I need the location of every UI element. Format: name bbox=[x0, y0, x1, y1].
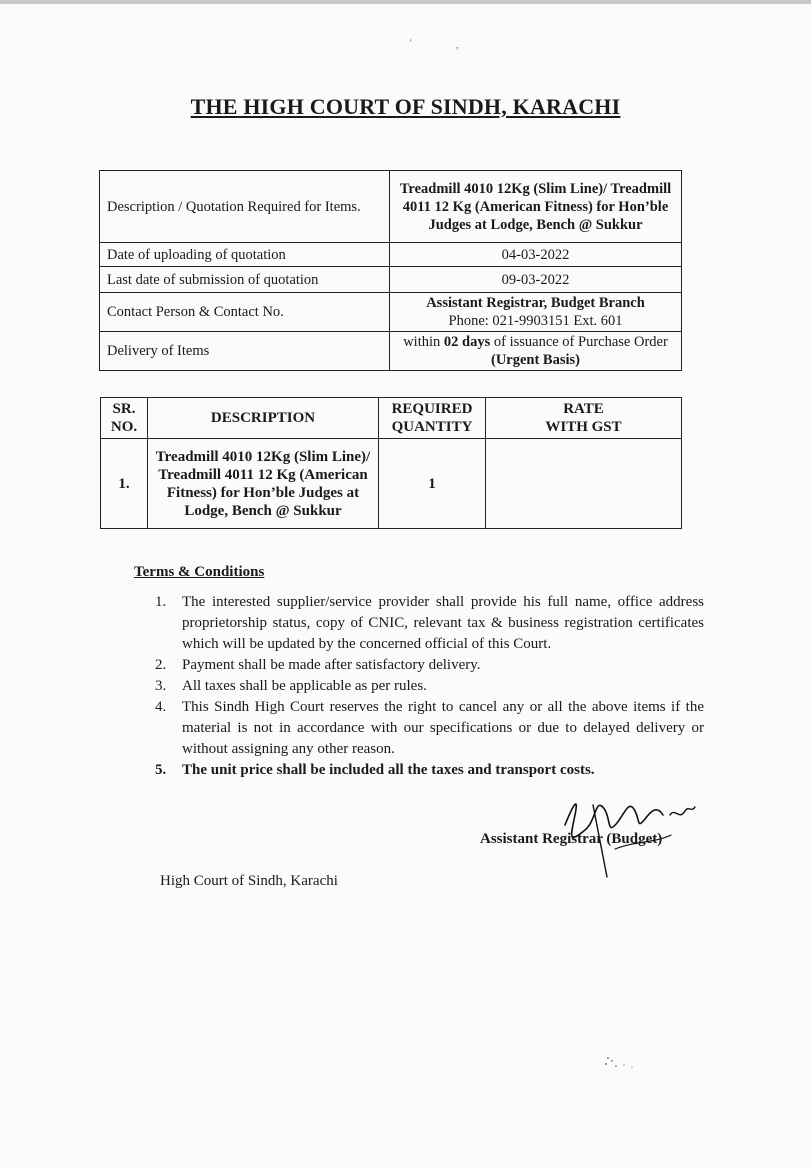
item-rate bbox=[486, 439, 682, 529]
items-table bbox=[100, 397, 682, 529]
info-row-description bbox=[100, 171, 682, 243]
term-text: This Sindh High Court reserves the right to cancel any or all the above items if the material is not in accordance with our specifications or due to delayed delivery or without assigning any other reason. bbox=[182, 699, 704, 757]
page-title: THE HIGH COURT OF SINDH, KARACHI bbox=[190, 94, 621, 119]
term-text: The unit price shall be included all the taxes and transport costs. bbox=[182, 762, 595, 778]
contact-label: Contact Person & Contact No. bbox=[100, 293, 390, 332]
term-text: All taxes shall be applicable as per rules. bbox=[182, 678, 427, 694]
info-row-contact bbox=[100, 293, 682, 332]
terms-heading: Terms & Conditions bbox=[134, 564, 265, 580]
info-row-delivery bbox=[100, 332, 682, 371]
header-sr-no bbox=[101, 398, 148, 439]
delivery-urgent: (Urgent Basis) bbox=[490, 352, 580, 368]
terms-list bbox=[155, 592, 704, 781]
header-rate-line1: RATE bbox=[563, 401, 604, 417]
items-header-row bbox=[101, 398, 682, 439]
contact-name: Assistant Registrar, Budget Branch bbox=[426, 295, 645, 311]
term-number: 5. bbox=[155, 762, 167, 778]
item-quantity: 1 bbox=[379, 439, 486, 529]
term-number: 2. bbox=[155, 657, 167, 673]
list-item bbox=[155, 697, 704, 760]
list-item bbox=[155, 592, 704, 655]
info-row-last-date bbox=[100, 267, 682, 293]
item-description: Treadmill 4010 12Kg (Slim Line)/ Treadmill 4011 12 Kg (American Fitness) for Hon’ble Judges at Lodge, Bench @ Sukkur bbox=[148, 439, 379, 529]
last-date-label: Last date of submission of quotation bbox=[100, 267, 390, 293]
delivery-pre: within bbox=[403, 334, 444, 350]
term-text: Payment shall be made after satisfactory delivery. bbox=[182, 657, 481, 673]
scan-edge bbox=[0, 0, 811, 4]
term-number: 3. bbox=[155, 678, 167, 694]
delivery-mid: of issuance of Purchase Order bbox=[490, 334, 668, 350]
item-sr: 1. bbox=[101, 439, 148, 529]
header-rate bbox=[486, 398, 682, 439]
upload-date-value: 04-03-2022 bbox=[390, 243, 682, 267]
faint-stamp-mark bbox=[598, 1052, 638, 1076]
list-item bbox=[155, 676, 704, 697]
upload-date-label: Date of uploading of quotation bbox=[100, 243, 390, 267]
contact-value bbox=[390, 293, 682, 332]
signatory-title: Assistant Registrar (Budget) bbox=[480, 831, 663, 847]
header-qty-line1: REQUIRED bbox=[391, 401, 473, 417]
description-label: Description / Quotation Required for Items. bbox=[100, 171, 390, 243]
delivery-days: 02 days bbox=[443, 334, 491, 350]
last-date-value: 09-03-2022 bbox=[390, 267, 682, 293]
header-rate-line2: WITH GST bbox=[545, 419, 622, 435]
delivery-value bbox=[390, 332, 682, 371]
description-value: Treadmill 4010 12Kg (Slim Line)/ Treadmill 4011 12 Kg (American Fitness) for Hon’ble Judges at Lodge, Bench @ Sukkur bbox=[390, 171, 682, 243]
term-text: The interested supplier/service provider shall provide his full name, office address proprietorship status, copy of CNIC, relevant tax & business registration certificates which will be updated by the concerned official of this Court. bbox=[182, 594, 704, 652]
contact-phone: Phone: 021-9903151 Ext. 601 bbox=[448, 313, 623, 329]
table-row bbox=[101, 439, 682, 529]
header-quantity bbox=[379, 398, 486, 439]
quotation-info-table bbox=[99, 170, 682, 371]
term-number: 4. bbox=[155, 699, 167, 715]
header-sr-line2: NO. bbox=[110, 419, 138, 435]
list-item bbox=[155, 655, 704, 676]
header-qty-line2: QUANTITY bbox=[391, 419, 473, 435]
footer-court-name: High Court of Sindh, Karachi bbox=[160, 873, 338, 889]
term-number: 1. bbox=[155, 594, 167, 610]
info-row-upload-date bbox=[100, 243, 682, 267]
header-description: DESCRIPTION bbox=[148, 398, 379, 439]
header-sr-line1: SR. bbox=[112, 401, 136, 417]
list-item bbox=[155, 760, 704, 781]
delivery-label: Delivery of Items bbox=[100, 332, 390, 371]
